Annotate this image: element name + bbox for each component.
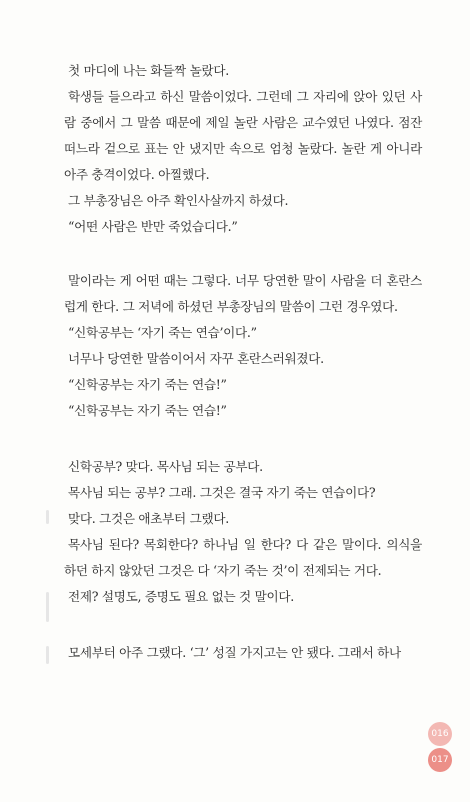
page-number-right: 017 <box>428 748 452 772</box>
paragraph-4-quote: “어떤 사람은 반만 죽었습디다.” <box>68 219 238 234</box>
paragraph-8-quote: “신학공부는 자기 죽는 연습!” <box>68 377 227 392</box>
paragraph-13: 목사님 된다? 목회한다? 하나님 일 한다? 다 같은 말이다. 의식을 하던 하지 않았던 그것은 다 ‘자기 죽는 것’이 전제되는 거다. <box>64 537 422 578</box>
paragraph-6-quote: “신학공부는 ‘자기 죽는 연습’이다.” <box>68 325 257 340</box>
paragraph-2: 학생들 들으라고 하신 말씀이었다. 그런데 그 자리에 앉아 있던 사람 중에서 그 말씀 때문에 제일 놀란 사람은 교수였던 나였다. 점잔 떠느라 겉으로 표는 안 냈지만 속으로 엄청 놀랐다. 놀란 게 아니라 아주 충격이었다. 아찔했다. <box>64 89 422 182</box>
paragraph-1: 첫 마디에 나는 화들짝 놀랐다. <box>68 63 229 78</box>
paragraph-9-quote: “신학공부는 자기 죽는 연습!” <box>68 403 227 418</box>
paragraph-7: 너무나 당연한 말씀이어서 자꾸 혼란스러워졌다. <box>68 351 324 366</box>
scan-mark <box>46 592 49 622</box>
paragraph-5: 말이라는 게 어떤 때는 그렇다. 너무 당연한 말이 사람을 더 혼란스럽게 한다. 그 저녁에 하셨던 부총장님의 말씀이 그런 경우였다. <box>64 273 422 314</box>
paragraph-14: 전제? 설명도, 증명도 필요 없는 것 말이다. <box>68 589 294 604</box>
scan-mark <box>46 510 49 524</box>
scan-mark <box>46 646 49 664</box>
paragraph-10: 신학공부? 맞다. 목사님 되는 공부다. <box>68 459 263 474</box>
paragraph-15: 모세부터 아주 그랬다. ‘그’ 성질 가지고는 안 됐다. 그래서 하나 <box>68 645 401 660</box>
page-number-left: 016 <box>428 722 452 746</box>
paragraph-3: 그 부총장님은 아주 확인사살까지 하셨다. <box>68 193 289 208</box>
paragraph-12: 맞다. 그것은 애초부터 그랬다. <box>68 511 229 526</box>
paragraph-11: 목사님 되는 공부? 그래. 그것은 결국 자기 죽는 연습이다? <box>68 485 376 500</box>
